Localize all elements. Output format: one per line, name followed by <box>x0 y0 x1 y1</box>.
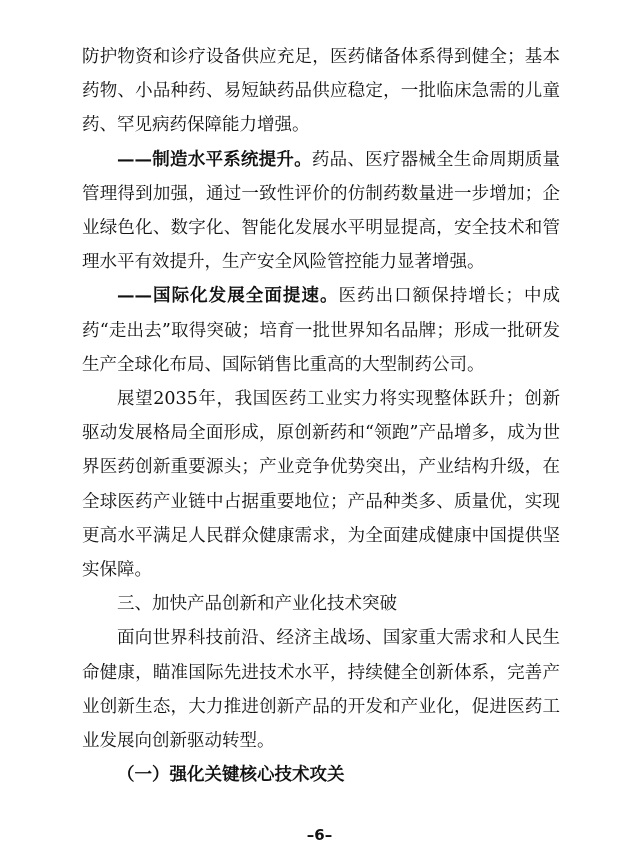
page-number: –6– <box>306 826 333 844</box>
document-body <box>82 40 560 792</box>
paragraph-innovation-text: 面向世界科技前沿、经济主战场、国家重大需求和人民生命健康，瞄准国际先进技术水平，持续健全创新体系，完善产业创新生态，大力推进创新产品的开发和产业化，促进医药工业发展向创新驱动转型。 <box>82 628 560 752</box>
paragraph-manufacturing <box>82 143 560 280</box>
paragraph-supply <box>82 40 560 143</box>
paragraph-innovation <box>82 621 560 758</box>
paragraph-outlook-2035 <box>82 382 560 587</box>
paragraph-supply-text: 防护物资和诊疗设备供应充足，医药储备体系得到健全；基本药物、小品种药、易短缺药品供应稳定，一批临床急需的儿童药、罕见病药保障能力增强。 <box>82 47 560 136</box>
paragraph-manufacturing-body: 药品、医疗器械全生命周期质量管理得到加强，通过一致性评价的仿制药数量进一步增加；企业绿色化、数字化、智能化发展水平明显提高，安全技术和管理水平有效提升，生产安全风险管控能力显著增强。 <box>82 149 560 273</box>
paragraph-manufacturing-lead: ——制造水平系统提升。 <box>117 149 312 170</box>
section-heading-3: 三、加快产品创新和产业化技术突破 <box>117 594 397 615</box>
paragraph-outlook-2035-text: 展望2035年，我国医药工业实力将实现整体跃升；创新驱动发展格局全面形成，原创新药和“领跑”产品增多，成为世界医药创新重要源头；产业竞争优势突出，产业结构升级，在全球医药产业链中占据重要地位；产品种类多、质量优，实现更高水平满足人民群众健康需求，为全面建成健康中国提供坚实保障。 <box>82 389 560 581</box>
paragraph-internationalization-body: 医药出口额保持增长；中成药“走出去”取得突破；培育一批世界知名品牌；形成一批研发生产全球化布局、国际销售比重高的大型制药公司。 <box>82 286 560 375</box>
paragraph-internationalization-lead: ——国际化发展全面提速。 <box>117 286 339 307</box>
paragraph-internationalization <box>82 279 560 382</box>
subsection-heading-1: （一）强化关键核心技术攻关 <box>117 765 345 786</box>
